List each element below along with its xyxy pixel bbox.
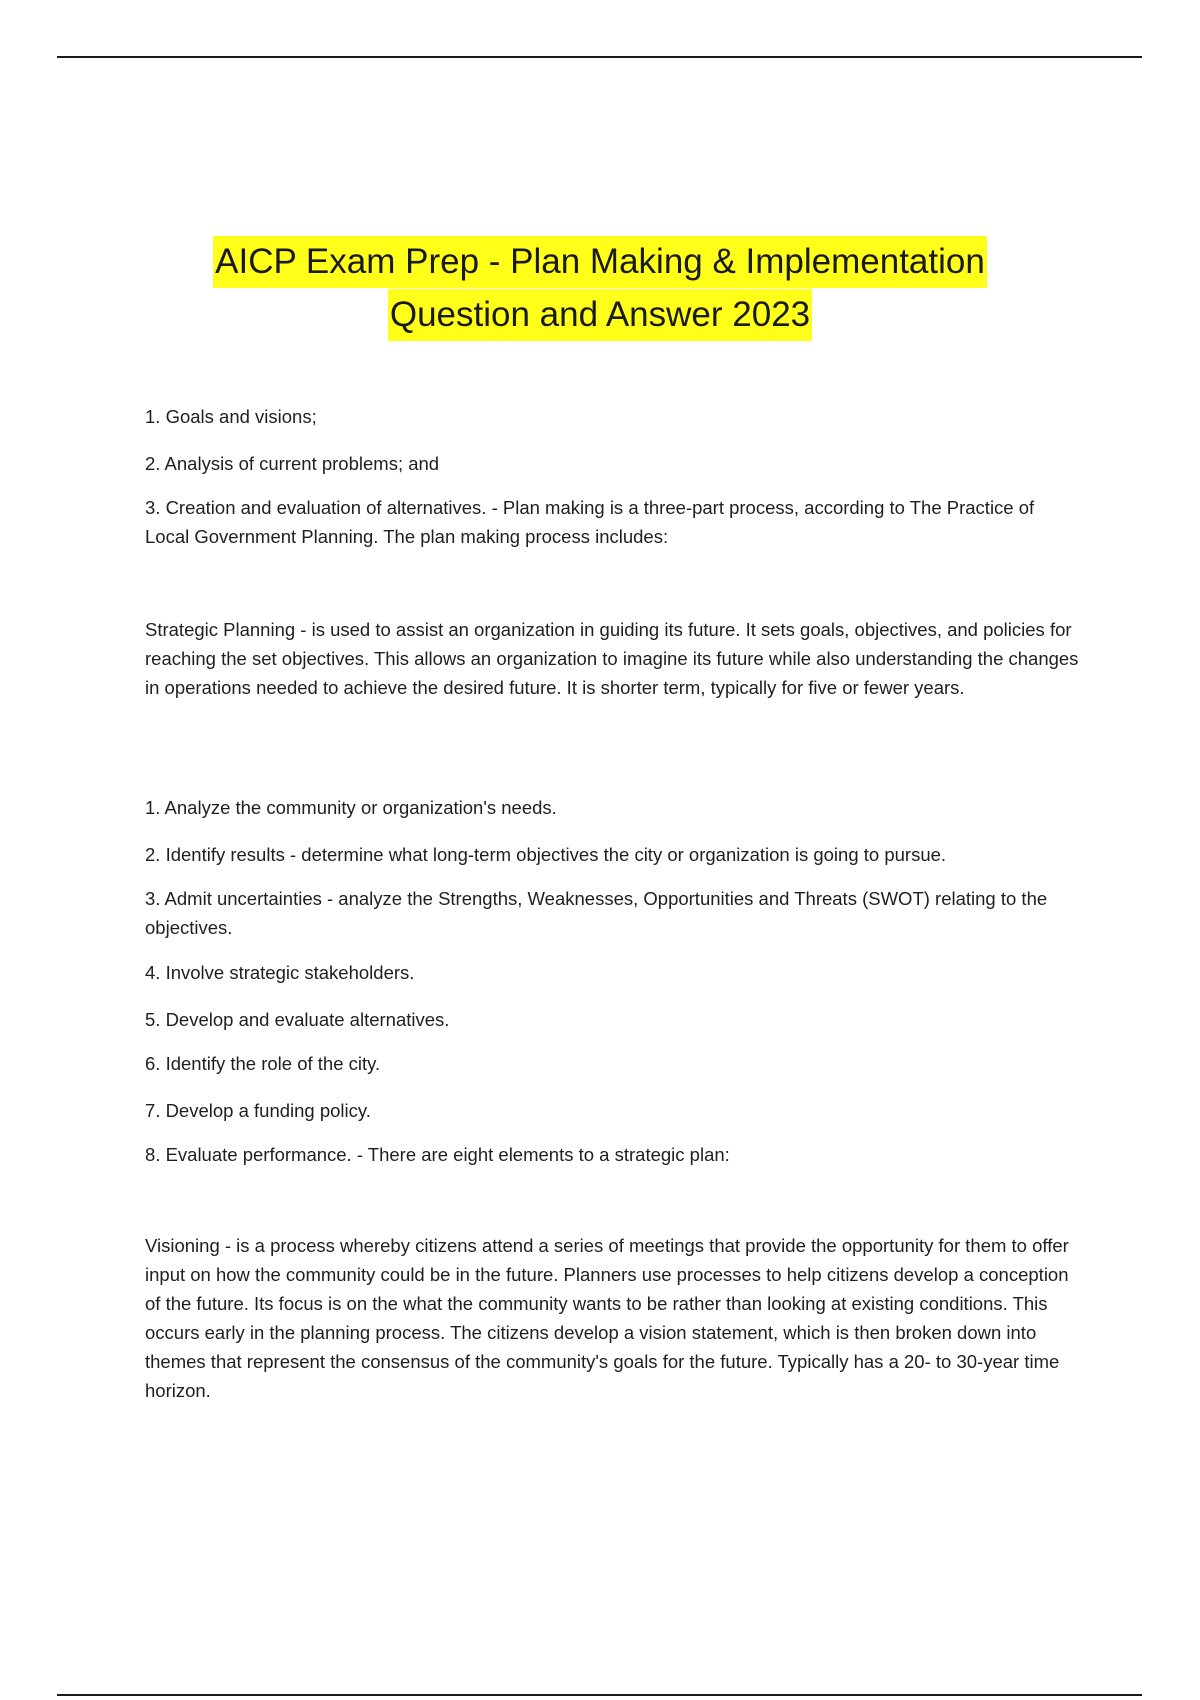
list-item: 7. Develop a funding policy.: [145, 1100, 371, 1121]
definition-paragraph: Visioning - is a process whereby citizens attend a series of meetings that provide the opportunity for them to offer input on how the community could be in the future. Planners use processes to help citizens develop a conception of the future. Its focus is on the what the community wants to be rather than looking at existing conditions. This occurs early in the planning process. The citizens develop a vision statement, which is then broken down into themes that represent the consensus of the community's goals for the future. Typically has a 20- to 30-year time horizon.: [145, 1235, 1069, 1401]
title-line-1: AICP Exam Prep - Plan Making & Implementation: [213, 236, 987, 288]
bottom-rule: [57, 1694, 1142, 1696]
document-title: [0, 236, 1200, 342]
title-line-2: Question and Answer 2023: [388, 289, 812, 341]
list-item: 4. Involve strategic stakeholders.: [145, 962, 415, 983]
top-rule: [57, 56, 1142, 58]
list-item: 6. Identify the role of the city.: [145, 1053, 381, 1074]
definition-paragraph: Strategic Planning - is used to assist an organization in guiding its future. It sets goals, objectives, and policies for reaching the set objectives. This allows an organization to imagine its future while also understanding the changes in operations needed to achieve the desired future. It is shorter term, typically for five or fewer years.: [145, 619, 1079, 698]
list-item: 2. Identify results - determine what long-term objectives the city or organization is going to pursue.: [145, 844, 947, 865]
list-item: 3. Creation and evaluation of alternatives. - Plan making is a three-part process, according to The Practice of Local Government Planning. The plan making process includes:: [145, 497, 1035, 547]
list-item: 1. Analyze the community or organization's needs.: [145, 797, 557, 818]
list-item: 3. Admit uncertainties - analyze the Strengths, Weaknesses, Opportunities and Threats (SWOT) relating to the objectives.: [145, 888, 1048, 938]
list-item: 8. Evaluate performance. - There are eight elements to a strategic plan:: [145, 1144, 730, 1165]
list-item: 1. Goals and visions;: [145, 406, 317, 427]
list-item: 2. Analysis of current problems; and: [145, 453, 440, 474]
list-item: 5. Develop and evaluate alternatives.: [145, 1009, 450, 1030]
